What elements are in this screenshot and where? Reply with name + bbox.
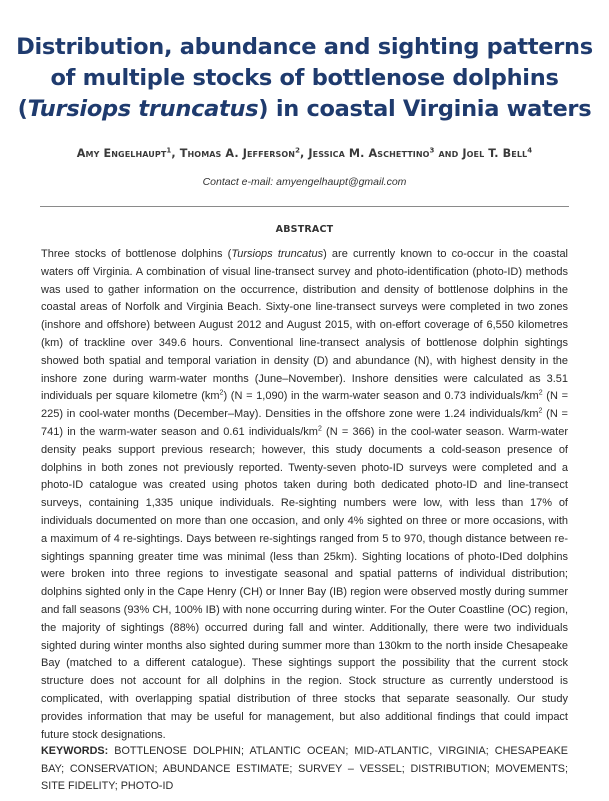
author-affiliation: 1 bbox=[166, 146, 172, 155]
superscript-2: 2 bbox=[219, 389, 224, 397]
author-separator: , bbox=[300, 147, 309, 160]
abstract-text: (N = 366) in the cool-water season. Warm-water density peaks support previous research; however, this study documents a cold-season presence of dolphins in both zones not previously reported. Twenty-seven photo-ID surveys were completed and a photo-ID catalogue was created using photos taken during both dedicated photo-ID and line-transect surveys, containing 1,335 unique individuals. Re-sighting numbers were low, with less than 17% of individuals documented on more than one occasion, and only 4% sighted on three or more occasions, with a maximum of 4 re-sightings. Days between re-sightings ranged from 5 to 970, though distance between re-sightings spanning greater time was minimal (less than 25km). Sighting locations of photo-IDed dolphins were broken into three regions to investigate seasonal and spatial patterns of individual distribution; dolphins sighted only in the Cape Henry (CH) or Inner Bay (IB) region were observed mostly during summer and fall seasons (93% CH, 100% IB) with none occurring during winter. For the Outer Coastline (OC) region, the majority of sightings (88%) occurred during fall and winter. Additionally, there were two individuals sighted during winter months also sighted during summer more than 130km to the north inside Chesapeake Bay (matched to a different catalogue). These sightings support the possibility that the current stock structure does not account for all dolphins in the region. Stock structure as currently understood is complicated, with overlapping spatial distribution of three stocks that separate seasonally. Our study provides information that may be useful for management, but also additional findings that could impact future stock designations. bbox=[41, 425, 568, 741]
keywords-label: KEYWORDS: bbox=[41, 745, 109, 757]
superscript-2: 2 bbox=[317, 425, 322, 433]
superscript-2: 2 bbox=[538, 407, 543, 415]
abstract-text: (N = 225) in cool-water months (December–May). Densities in the offshore zone were 1.24 individuals/km bbox=[41, 390, 568, 421]
paper-title bbox=[14, 32, 595, 125]
author-affiliation: 2 bbox=[295, 146, 301, 155]
superscript-2: 2 bbox=[538, 389, 543, 397]
title-part-2: ) in coastal Virginia waters bbox=[258, 96, 592, 122]
abstract-text: ) are currently known to co-occur in the coastal waters off Virginia. A combination of visual line-transect survey and photo-identification (photo-ID) methods was used to gather information on the occurrence, distribution and density of bottlenose dolphins in the coastal areas of Norfolk and Virginia Beach. Sixty-one line-transect surveys were completed in two zones (inshore and offshore) between August 2012 and August 2015, with on-effort coverage of 6,550 kilometres (km) of trackline over 349.6 hours. Conventional line-transect analysis of bottlenose dolphin sightings showed both spatial and temporal variation in density (D) and abundance (N), with highest density in the inshore zone during warm-water months (June–November). Inshore densities were calculated as 3.51 individuals per square kilometre (km bbox=[41, 248, 569, 403]
abstract-text: (N = 741) in the warm-water season and 0.61 individuals/km bbox=[41, 408, 568, 438]
section-divider bbox=[40, 206, 569, 207]
author-name: Joel T. Bell bbox=[462, 147, 528, 160]
author-name: Jessica M. Aschettino bbox=[308, 147, 430, 160]
abstract-text: ) (N = 1,090) in the warm-water season and 0.73 individuals/km bbox=[223, 390, 539, 403]
author-separator: and bbox=[434, 147, 463, 160]
author-separator: , bbox=[171, 147, 180, 160]
author-name: Amy Engelhaupt bbox=[76, 147, 167, 160]
author-list bbox=[0, 146, 609, 162]
author-affiliation: 4 bbox=[527, 146, 533, 155]
abstract-text: Three stocks of bottlenose dolphins ( bbox=[41, 248, 232, 260]
keywords-text: BOTTLENOSE DOLPHIN; ATLANTIC OCEAN; MID-ATLANTIC, VIRGINIA; CHESAPEAKE BAY; CONSERVATION; ABUNDANCE ESTIMATE; SURVEY – VESSEL; DISTRIBUTION; MOVEMENTS; SITE FIDELITY; PHOTO-ID bbox=[41, 745, 568, 792]
title-part-1: Distribution, abundance and sighting patterns of multiple stocks of bottlenose dolphins ( bbox=[16, 34, 593, 122]
abstract-body bbox=[41, 246, 568, 744]
keywords bbox=[41, 743, 568, 796]
author-name: Thomas A. Jefferson bbox=[179, 147, 296, 160]
abstract-species: Tursiops truncatus bbox=[231, 248, 324, 260]
title-species: Tursiops truncatus bbox=[27, 96, 259, 122]
contact-email: Contact e-mail: amyengelhaupt@gmail.com bbox=[202, 176, 407, 188]
abstract-heading: ABSTRACT bbox=[275, 224, 334, 235]
author-affiliation: 3 bbox=[429, 146, 435, 155]
